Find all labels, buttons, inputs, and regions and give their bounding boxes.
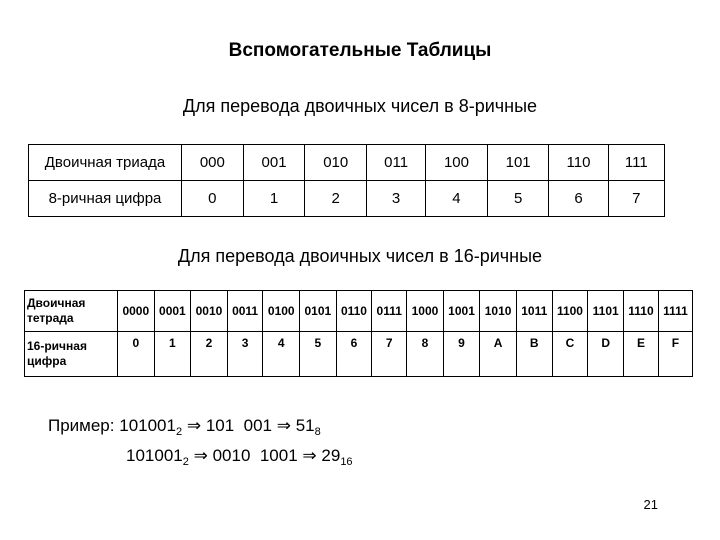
example1-base: 2 <box>175 426 183 438</box>
hex-digit-cell: C <box>552 332 588 377</box>
tetrad-cell: 0111 <box>372 291 407 332</box>
hex-digit-cell: 1 <box>154 332 191 377</box>
tetrad-row-label <box>25 291 118 332</box>
octal-digit-cell: 2 <box>305 181 367 217</box>
tetrad-cell: 1101 <box>588 291 624 332</box>
tetrad-cell: 0100 <box>263 291 300 332</box>
tetrad-row <box>25 291 693 332</box>
octal-digit-row-label: 8-ричная цифра <box>29 181 182 217</box>
tetrad-cell: 0101 <box>300 291 337 332</box>
triad-cell: 011 <box>367 145 426 181</box>
implies-arrow-icon: ⇒ <box>302 446 317 465</box>
example2-number: 101001 <box>126 446 183 465</box>
tetrad-cell: 0001 <box>154 291 191 332</box>
hex-digit-cell: 4 <box>263 332 300 377</box>
implies-arrow-icon: ⇒ <box>193 446 208 465</box>
example1-result: 51 <box>295 416 315 435</box>
hex-digit-row-label <box>25 332 118 377</box>
hex-digit-cell: 0 <box>118 332 155 377</box>
tetrad-cell: 1100 <box>552 291 588 332</box>
tetrad-cell: 0011 <box>227 291 263 332</box>
example-line-2 <box>126 446 353 466</box>
octal-digit-cell: 5 <box>487 181 549 217</box>
tetrad-cell: 0010 <box>191 291 228 332</box>
hex-digit-cell: 6 <box>336 332 372 377</box>
tetrad-cell: 0000 <box>118 291 155 332</box>
example-line-1 <box>48 416 321 436</box>
hex-digit-cell: 9 <box>443 332 480 377</box>
implies-arrow-icon: ⇒ <box>186 416 202 435</box>
example1-number: 101001 <box>119 416 176 435</box>
octal-digit-cell: 0 <box>182 181 244 217</box>
tetrad-cell: 1011 <box>516 291 552 332</box>
example1-result-base: 8 <box>314 426 321 438</box>
tetrad-cell: 0110 <box>336 291 372 332</box>
hex-table-subtitle: Для перевода двоичных чисел в 16-ричные <box>177 246 543 266</box>
triad-cell: 010 <box>305 145 367 181</box>
triad-cell: 110 <box>549 145 608 181</box>
tetrad-cell: 1110 <box>624 291 659 332</box>
implies-arrow-icon: ⇒ <box>276 416 291 435</box>
hex-digit-cell: E <box>624 332 659 377</box>
hex-conversion-table <box>24 290 693 377</box>
tetrad-label-line2: тетрада <box>27 311 74 325</box>
slide-title: Вспомогательные Таблицы <box>228 40 492 61</box>
hex-digit-cell: B <box>516 332 552 377</box>
tetrad-cell: 1001 <box>443 291 480 332</box>
octal-digit-cell: 4 <box>426 181 488 217</box>
hex-digit-cell: 8 <box>407 332 444 377</box>
octal-digit-row <box>29 181 665 217</box>
triad-row-label: Двоичная триада <box>29 145 182 181</box>
page-number: 21 <box>643 497 658 512</box>
octal-digit-cell: 3 <box>367 181 426 217</box>
octal-table-subtitle: Для перевода двоичных чисел в 8-ричные <box>182 96 538 116</box>
tetrad-cell: 1010 <box>480 291 517 332</box>
octal-conversion-table <box>28 144 665 217</box>
hex-digit-cell: 7 <box>372 332 407 377</box>
hex-digit-cell: 3 <box>227 332 263 377</box>
example2-result: 29 <box>321 446 341 465</box>
hex-digit-cell: 5 <box>300 332 337 377</box>
tetrad-cell: 1000 <box>407 291 444 332</box>
tetrad-label-line1: Двоичная <box>27 296 86 310</box>
octal-digit-cell: 1 <box>243 181 305 217</box>
tetrad-cell: 1111 <box>658 291 692 332</box>
triad-cell: 000 <box>182 145 244 181</box>
example2-groups: 0010 1001 <box>212 446 298 465</box>
example-prefix: Пример: <box>48 416 115 435</box>
octal-digit-cell: 7 <box>608 181 664 217</box>
hex-label-line2: цифра <box>27 354 67 368</box>
hex-label-line1: 16-ричная <box>27 339 87 353</box>
example1-groups: 101 001 <box>205 416 272 435</box>
hex-digit-cell: A <box>480 332 517 377</box>
hex-digit-cell: F <box>658 332 692 377</box>
hex-digit-cell: 2 <box>191 332 228 377</box>
octal-digit-cell: 6 <box>549 181 608 217</box>
triad-cell: 001 <box>243 145 305 181</box>
example2-base: 2 <box>182 456 189 468</box>
hex-digit-cell: D <box>588 332 624 377</box>
triad-row <box>29 145 665 181</box>
triad-cell: 100 <box>426 145 488 181</box>
triad-cell: 111 <box>608 145 664 181</box>
hex-digit-row <box>25 332 693 377</box>
triad-cell: 101 <box>487 145 549 181</box>
example2-result-base: 16 <box>340 456 353 468</box>
